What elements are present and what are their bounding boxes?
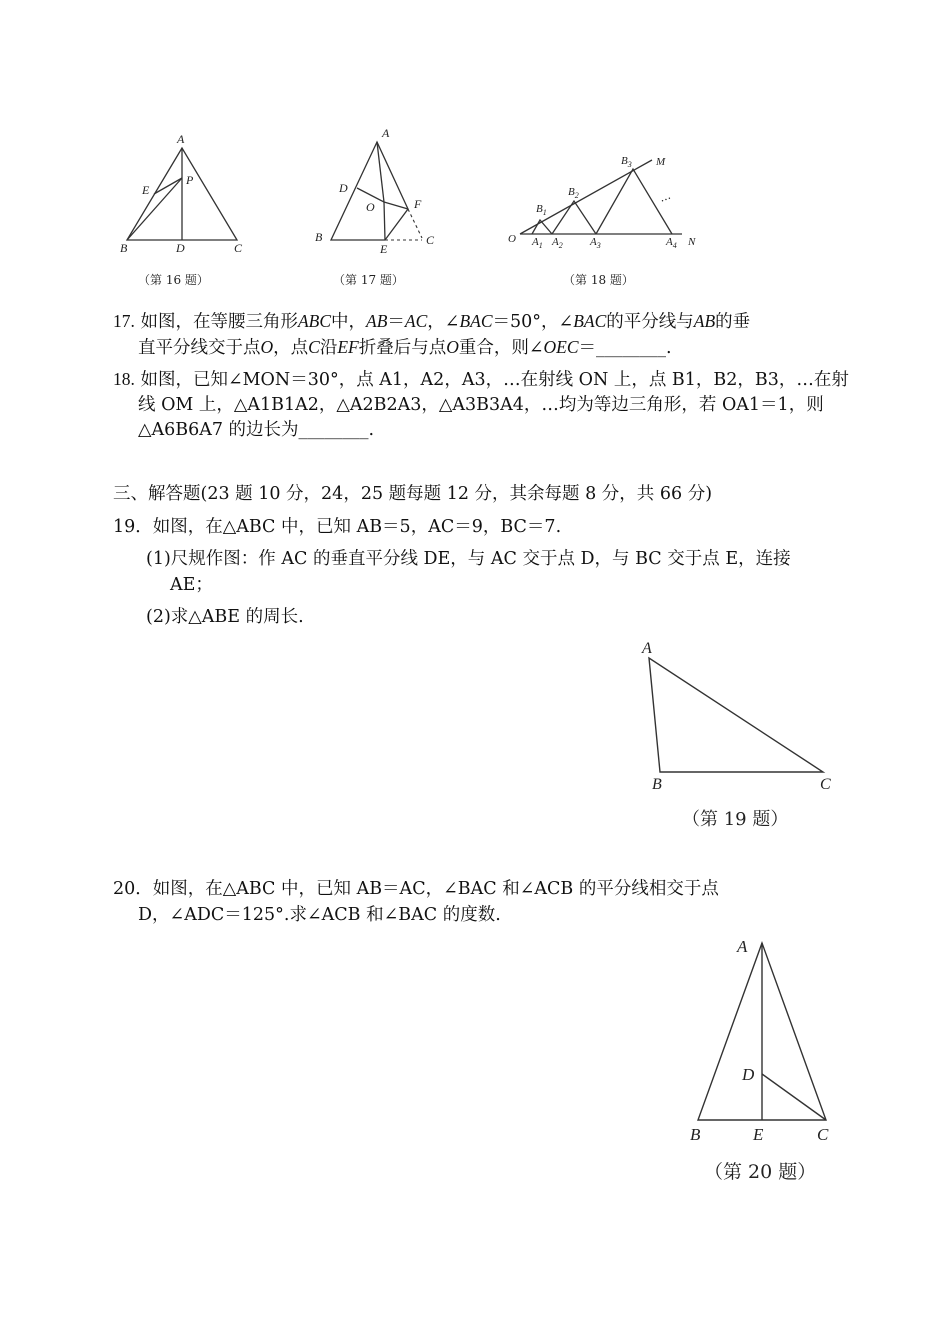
fig16-label-p: P [186,173,194,187]
fig19-label-b: B [652,776,662,793]
figure-17 [305,122,455,292]
q17-line-1 [113,308,750,335]
q17-text: ，∠ [427,312,460,332]
q20-text-1: 20．如图，在△ABC 中，已知 AB＝AC，∠BAC 和∠ACB 的平分线相交于点 [113,879,719,899]
fig17-label-b: B [315,230,323,244]
fig18-label-b2: $B_2$ [568,186,579,200]
fig18-label-a2: $A_2$ [552,236,563,250]
q17-var: OEC [543,337,579,357]
q18-line-3 [138,417,374,443]
fig20-label-e: E [753,1125,764,1144]
fig20-label-a: A [737,937,748,956]
q17-text: 沿 [319,338,338,358]
fig18-ellipsis: … [657,188,673,205]
fig16-label-a: A [177,132,185,146]
fig17-segment-oe [384,202,385,240]
q17-text: 重合，则∠ [458,338,544,358]
fig18-label-a1: $A_1$ [532,236,543,250]
fig18-label-a3: $A_3$ [590,236,601,250]
fig16-segment-ep [154,178,182,194]
q17-text: 的平分线与 [606,312,694,332]
q19-part-1-cont [170,572,213,598]
fig20-label-c: C [817,1125,829,1144]
fig20-segment-dc [762,1074,826,1120]
q17-text: ＝50°，∠ [492,312,574,332]
q17-text: 的垂 [715,312,751,332]
q19-part-1 [146,546,791,572]
fig16-label-e: E [142,183,150,197]
figure-19 [630,632,850,842]
fig16-segment-bp [127,178,182,240]
q20-line-1 [113,876,719,902]
fig18-caption: （第 18 题） [563,273,634,287]
q20-text-2: D，∠ADC＝125°.求∠ACB 和∠BAC 的度数. [138,905,501,925]
q17-var: AB [693,311,716,331]
q20-line-2 [138,902,501,928]
q18-number: 18. [113,369,135,389]
q19-part-1-text-cont: AE； [170,575,213,595]
fig18-label-a4: $A_4$ [666,236,677,250]
fig18-label-o: O [508,233,516,245]
fig17-label-c: C [426,233,435,247]
q17-text: 中， [331,312,367,332]
q17-line-2 [138,334,672,361]
q17-answer-blank: ＝________. [578,338,672,358]
section-3-heading [113,481,712,507]
q17-text: ，点 [273,338,309,358]
q17-text: 直平分线交于点 [138,338,261,358]
q17-number: 17. [113,311,135,331]
q18-text-1: 如图，已知∠MON＝30°，点 A1，A2，A3，…在射线 ON 上，点 B1，B2，B3，…在射 [140,370,849,390]
fig18-label-m: M [656,156,666,168]
fig17-caption: （第 17 题） [333,273,404,287]
q17-var: AB [366,311,388,331]
fig18-triangle-1 [532,220,552,234]
q18-text-2: 线 OM 上，△A1B1A2，△A2B2A3，△A3B3A4，…均为等边三角形，若 OA1＝1，则 [138,395,824,415]
section-3-title: 三、解答题(23 题 10 分，24，25 题每题 12 分，其余每题 8 分，共 66 分) [113,484,713,504]
q18-line-1 [113,366,849,393]
fig16-label-d: D [176,241,185,255]
fig17-label-f: F [414,197,422,211]
q19-stem-text: 19．如图，在△ABC 中，已知 AB＝5，AC＝9，BC＝7. [113,517,562,537]
fig20-label-b: B [690,1125,701,1144]
q17-var: O [446,337,459,357]
fig17-label-a: A [382,126,390,140]
q17-var: O [260,337,274,357]
fig19-caption: （第 19 题） [682,809,789,830]
fig19-label-c: C [820,776,831,793]
fig17-segment-of [384,202,408,209]
q19-part-2 [146,604,304,630]
fig19-label-a: A [642,640,652,657]
figure-20 [680,928,850,1193]
fig17-label-e: E [380,242,388,256]
fig19-triangle-abc [649,658,823,772]
q19-stem [113,514,561,540]
fig18-triangle-2 [552,201,596,234]
fig20-label-d: D [742,1065,755,1084]
q19-part-1-text: (1)尺规作图：作 AC 的垂直平分线 DE，与 AC 交于点 D，与 BC 交于点 E，连接 [146,549,791,569]
fig18-label-b3: $B_3$ [621,155,632,169]
fig18-label-n: N [688,236,696,248]
fig16-label-c: C [234,241,243,255]
q17-text: ＝ [387,312,405,332]
q17-var: C [308,337,320,357]
q19-part-2-text: (2)求△ABE 的周长. [146,607,304,627]
fig16-label-b: B [120,241,128,255]
q17-var: BAC [573,311,607,331]
fig16-caption: （第 16 题） [138,273,209,287]
q17-var: ABC [297,311,332,331]
fig18-label-b1: $B_1$ [536,203,547,217]
q17-var: BAC [459,311,493,331]
q17-text: 折叠后与点 [358,338,447,358]
q17-var: AC [404,311,428,331]
fig20-caption: （第 20 题） [704,1161,817,1183]
fig17-label-d: D [339,181,348,195]
q18-text-3: △A6B6A7 的边长为________. [138,420,375,440]
q17-var: EF [337,337,359,357]
fig17-label-o: O [366,200,375,214]
figure-18 [500,148,720,293]
figure-16 [110,128,260,293]
q17-text: 如图，在等腰三角形 [140,312,298,332]
q18-line-2 [138,392,824,418]
fig17-dashed-fc [408,209,422,238]
